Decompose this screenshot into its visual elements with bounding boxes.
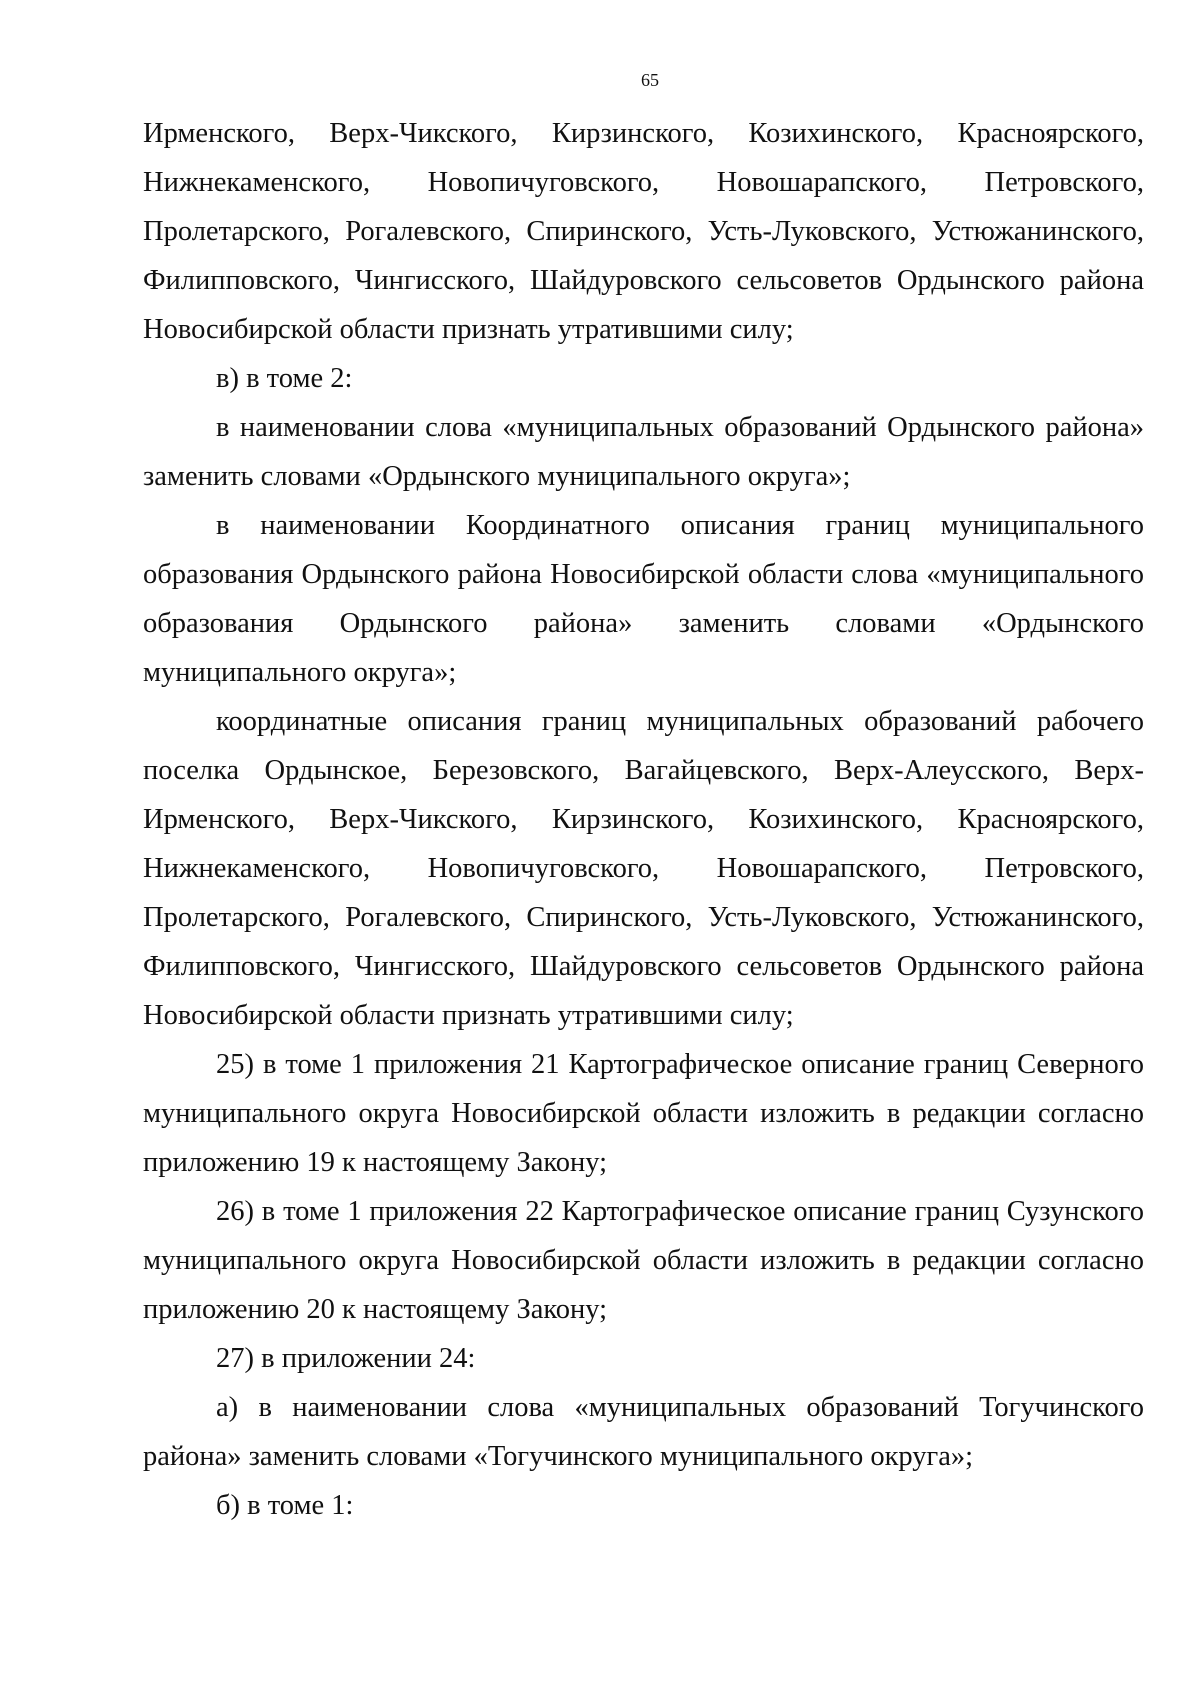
paragraph-7: 26) в томе 1 приложения 22 Картографическое описание границ Сузунского муниципального округа Новосибирской области изложить в редакции согласно приложению 20 к настоящему Закону;	[143, 1196, 1144, 1325]
paragraph-2: в) в томе 2:	[216, 363, 353, 394]
paragraph-6: 25) в томе 1 приложения 21 Картографическое описание границ Северного муниципального округа Новосибирской области изложить в редакции согласно приложению 19 к настоящему Закону;	[143, 1049, 1144, 1178]
paragraph-1: Ирменского, Верх-Чикского, Кирзинского, Козихинского, Красноярского, Нижнекаменского, Новопичуговского, Новошарапского, Петровского, Пролетарского, Рогалевского, Спиринского, Усть-Луковского, Устюжанинского, Филипповского, Чингисского, Шайдуровского сельсоветов Ордынского района Новосибирской области признать утратившими силу;	[143, 118, 1144, 345]
paragraph-4: в наименовании Координатного описания границ муниципального образования Ордынского района Новосибирской области слова «муниципального образования Ордынского района» заменить словами «Ордынского муниципального округа»;	[143, 510, 1144, 688]
paragraph-3: в наименовании слова «муниципальных образований Ордынского района» заменить словами «Ордынского муниципального округа»;	[143, 412, 1144, 492]
page-number: 65	[641, 70, 659, 90]
paragraph-5: координатные описания границ муниципальных образований рабочего поселка Ордынское, Березовского, Вагайцевского, Верх-Алеусского, Верх-Ирменского, Верх-Чикского, Кирзинского, Козихинского, Красноярского, Нижнекаменского, Новопичуговского, Новошарапского, Петровского, Пролетарского, Рогалевского, Спиринского, Усть-Луковского, Устюжанинского, Филипповского, Чингисского, Шайдуровского сельсоветов Ордынского района Новосибирской области признать утратившими силу;	[143, 706, 1144, 1031]
paragraph-10: б) в томе 1:	[216, 1490, 354, 1521]
paragraph-9: а) в наименовании слова «муниципальных образований Тогучинского района» заменить словами «Тогучинского муниципального округа»;	[143, 1392, 1144, 1472]
document-body	[143, 109, 1144, 1530]
paragraph-8: 27) в приложении 24:	[216, 1343, 476, 1374]
